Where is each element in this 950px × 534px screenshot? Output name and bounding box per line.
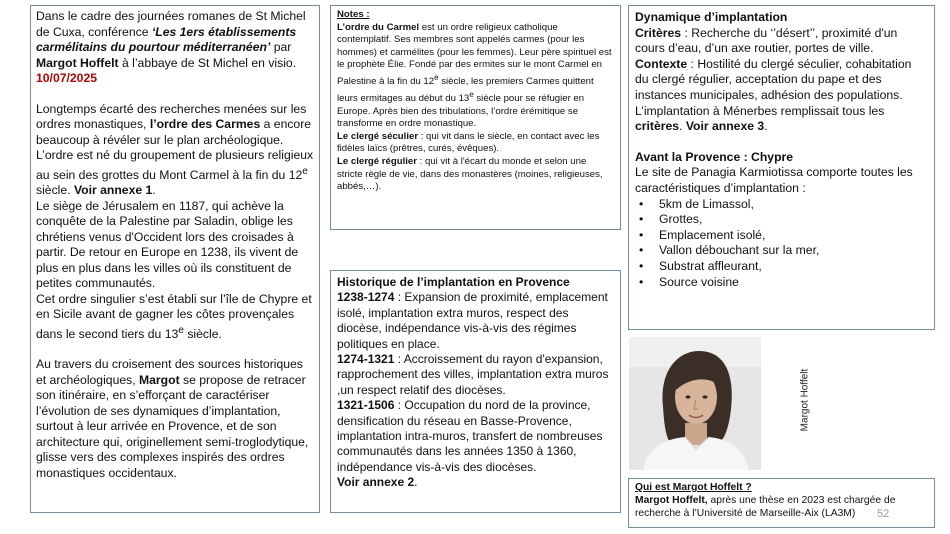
list-item: • Source voisine <box>635 275 928 291</box>
note-clerge-seculier: Le clergé séculier : qui vit dans le siècle, en contact avec les fidèles laïcs (prêtres, curés, évêques). <box>337 130 600 155</box>
intro-paragraph-4: Le siège de Jérusalem en 1187, qui achève la conquête de la Palestine par Saladin, oblige les chrétiens venus d'Occident lors des croisades à partir. De retour en Europe en 1238, ils vivent de plus en plus dans les villes où ils constituent de petites communautés. <box>36 198 299 291</box>
bio-title: Qui est Margot Hoffelt ? <box>635 482 752 493</box>
list-item: • 5km de Limassol, <box>635 197 928 213</box>
annexe-1-link: Voir annexe 1 <box>73 183 153 198</box>
chypre-criteria-list <box>635 197 928 291</box>
annexe-2-link: Voir annexe 2 <box>337 475 415 490</box>
period-1321-1506: 1321-1506 : Occupation du nord de la province, densification du réseau en Basse-Provence, implantation intra-muros, transfert de nombreuses communautés dans les années 1350 à 1360, indépendance vis-à-vis des diocèses. <box>337 398 603 474</box>
intro-panel <box>30 5 320 513</box>
bio-panel <box>628 478 935 528</box>
annexe-2-line: Voir annexe 2. <box>337 475 418 490</box>
conference-title: ‘Les 1ers établissements carmélitains du pourtour méditerranéen’ <box>36 24 297 54</box>
notes-title: Notes : <box>337 9 370 20</box>
chypre-text: Le site de Panagia Karmiotissa comporte toutes les caractéristiques d’implantation : <box>635 165 913 195</box>
portrait-illustration <box>629 337 761 470</box>
photo-caption: Margot Hoffelt <box>799 368 811 432</box>
dynamique-panel <box>628 5 935 330</box>
historique-title: Historique de l’implantation en Provence <box>337 275 570 289</box>
conference-date: 10/07/2025 <box>36 71 97 85</box>
annexe-3-link: Voir annexe 3 <box>685 119 765 134</box>
intro-paragraph-3: L’ordre est né du groupement de plusieurs religieux au sein des grottes du Mont Carmel à la fin du 12e siècle. Voir annexe 1. <box>36 148 314 198</box>
note-carmel: L’ordre du Carmel est un ordre religieux catholique contemplatif. Ses membres sont appelés carmes (pour les hommes) et carmélites (pour les femmes). Leur père spirituel est le prophète Élie. Fondé par des ermites sur le mont Carmel en Palestine à la fin du 12e siècle, les premiers Carmes quittent leurs ermitages au début du 13e siècle pour se réfugier en Europe. Après bien des tribulations, l’ordre érémitique se transforme en ordre monastique. <box>337 21 612 130</box>
bio-text: Margot Hoffelt, après une thèse en 2023 est chargée de recherche à l’Université de Marseille-Aix (LA3M) <box>635 495 896 519</box>
criteres: Critères : Recherche du ‘’désert’’, proximité d'un cours d’eau, d’un axe routier, portes de ville. <box>635 25 898 56</box>
historique-panel <box>330 270 621 513</box>
intro-paragraph-1: Dans le cadre des journées romanes de St Michel de Cuxa, conférence ‘Les 1ers établissements carmélitains du pourtour méditerranéen’ par Margot Hoffelt à l’abbaye de St Michel en visio. <box>36 9 306 70</box>
note-clerge-regulier: Le clergé régulier : qui vit à l'écart du monde et selon une stricte règle de vie, dans des monastères (moines, religieuses, abbés,…). <box>337 155 603 193</box>
speaker-name: Margot Hoffelt <box>36 55 119 70</box>
speaker-portrait <box>629 337 761 470</box>
list-item: • Substrat affleurant, <box>635 259 928 275</box>
notes-panel <box>330 5 621 230</box>
dynamique-title: Dynamique d’implantation <box>635 10 788 24</box>
period-1238-1274: 1238-1274 : Expansion de proximité, emplacement isolé, implantation extra muros, respect des diocèse, indépendance vis-à-vis des régimes politiques en place. <box>337 290 608 351</box>
intro-paragraph-5: Cet ordre singulier s’est établi sur l’île de Chypre et en Sicile avant de gagner les côtes provençales dans le second tiers du 13e siècle. <box>36 291 312 341</box>
period-1274-1321: 1274-1321 : Accroissement du rayon d'expansion, rapprochement des villes, implantation extra muros ,un respect relatif des diocèses. <box>337 352 609 397</box>
intro-paragraph-2: Longtemps écarté des recherches menées sur les ordres monastiques, l’ordre des Carmes a encore beaucoup à révéler sur le plan archéologique. <box>36 101 312 147</box>
list-item: • Emplacement isolé, <box>635 228 928 244</box>
list-item: • Vallon débouchant sur la mer, <box>635 243 928 259</box>
contexte: Contexte : Hostilité du clergé séculier, cohabitation du clergé régulier, acceptation du pape et des instances municipales, adhésion des populations. <box>635 56 912 102</box>
menerbes: L’implantation à Ménerbes remplissait tous les critères. Voir annexe 3. <box>635 103 885 134</box>
chypre-title: Avant la Provence : Chypre <box>635 149 794 164</box>
page-number: 52 <box>877 508 890 520</box>
list-item: • Grottes, <box>635 212 928 228</box>
intro-paragraph-6: Au travers du croisement des sources historiques et archéologiques, Margot se propose de retracer son itinéraire, en s’efforçant de caractériser l’évolution de ses dynamiques d’implantation, surtout à leur arrivée en Provence, et de son architecture qui, originellement semi-troglodytique, glisse vers des complexes inspirés des ordres monastiques occidentaux. <box>36 357 309 480</box>
